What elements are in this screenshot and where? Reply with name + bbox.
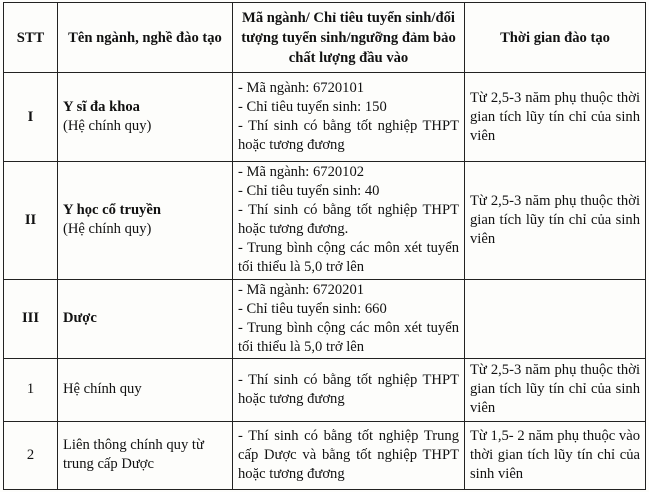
info-line: - Thí sinh có bằng tốt nghiệp THPT hoặc tương đương <box>238 118 459 154</box>
row-stt: 1 <box>4 359 58 421</box>
row-stt: III <box>4 279 58 358</box>
info-line: - Trung bình cộng các môn xét tuyển tối thiểu là 5,0 trở lên <box>238 319 459 355</box>
info-line: - Mã ngành: 6720102 <box>238 164 365 181</box>
info-line: - Chỉ tiêu tuyển sinh: 40 <box>238 183 380 200</box>
program-mode: (Hệ chính quy) <box>63 221 152 238</box>
info-line: - Thí sinh có bằng tốt nghiệp THPT hoặc tương đương <box>238 371 459 407</box>
table-row <box>4 73 646 162</box>
row-stt: I <box>4 73 58 162</box>
header-row <box>4 3 646 73</box>
row-time: Từ 2,5-3 năm phụ thuộc thời gian tích lũy tín chỉ của sinh viên <box>465 359 646 421</box>
table-row <box>4 161 646 279</box>
row-name <box>58 73 233 162</box>
info-line: - Mã ngành: 6720101 <box>238 80 365 97</box>
row-time: Từ 2,5-3 năm phụ thuộc thời gian tích lũy tín chỉ của sinh viên <box>465 73 646 162</box>
program-name: Dược <box>63 310 97 327</box>
info-line: - Trung bình cộng các môn xét tuyển tối thiểu là 5,0 trở lên <box>238 240 459 276</box>
row-info <box>233 279 465 358</box>
table-row <box>4 359 646 421</box>
row-name: Liên thông chính quy từ trung cấp Dược <box>58 421 233 489</box>
info-line: - Chỉ tiêu tuyển sinh: 660 <box>238 300 387 317</box>
header-info: Mã ngành/ Chỉ tiêu tuyển sinh/đối tượng tuyển sinh/ngưỡng đảm bảo chất lượng đầu vào <box>233 3 465 73</box>
header-name: Tên ngành, nghề đào tạo <box>58 3 233 73</box>
row-info <box>233 421 465 489</box>
admission-table <box>3 2 646 490</box>
info-line: - Thí sinh có bằng tốt nghiệp Trung cấp Dược và bằng tốt nghiệp THPT hoặc tương đương <box>238 427 459 482</box>
row-name <box>58 279 233 358</box>
info-line: - Mã ngành: 6720201 <box>238 281 365 298</box>
program-name: Y sĩ đa khoa <box>63 99 140 116</box>
row-time: Từ 2,5-3 năm phụ thuộc thời gian tích lũy tín chỉ của sinh viên <box>465 161 646 279</box>
table-row <box>4 421 646 489</box>
program-name: Y học cổ truyền <box>63 202 161 219</box>
header-stt: STT <box>4 3 58 73</box>
row-stt: II <box>4 161 58 279</box>
row-info <box>233 359 465 421</box>
row-time <box>465 279 646 358</box>
info-line: - Thí sinh có bằng tốt nghiệp THPT hoặc tương đương. <box>238 202 459 238</box>
row-time: Từ 1,5- 2 năm phụ thuộc vào thời gian tích lũy tín chỉ của sinh viên <box>465 421 646 489</box>
row-stt: 2 <box>4 421 58 489</box>
header-time: Thời gian đào tạo <box>465 3 646 73</box>
row-name <box>58 161 233 279</box>
info-line: - Chỉ tiêu tuyển sinh: 150 <box>238 99 387 116</box>
program-mode: (Hệ chính quy) <box>63 118 152 135</box>
table-row <box>4 279 646 358</box>
row-name: Hệ chính quy <box>58 359 233 421</box>
row-info <box>233 161 465 279</box>
row-info <box>233 73 465 162</box>
